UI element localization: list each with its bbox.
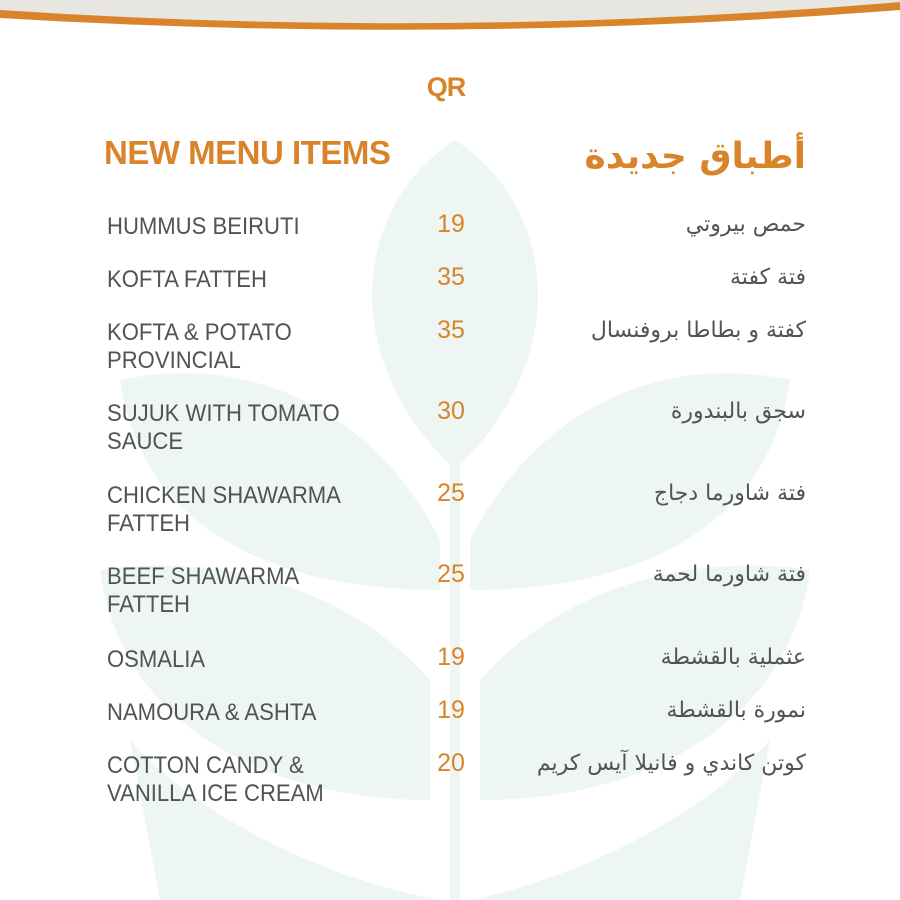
item-name-ar: كفتة و بطاطا بروفنسال: [590, 318, 806, 343]
item-price: 19: [437, 210, 465, 238]
item-name-en: NAMOURA & ASHTA: [107, 699, 317, 726]
item-price: 19: [437, 696, 465, 724]
item-name-ar: فتة شاورما دجاج: [653, 481, 806, 506]
item-name-ar: عثملية بالقشطة: [660, 645, 806, 670]
item-name-ar: نمورة بالقشطة: [666, 698, 806, 723]
item-name-en: OSMALIA: [107, 646, 206, 673]
item-price: 20: [437, 749, 465, 777]
item-name-en: CHICKEN SHAWARMA FATTEH: [107, 482, 340, 537]
food-photo-banner: [0, 0, 900, 40]
item-name-ar: فتة كفتة: [730, 265, 806, 290]
item-name-en: SUJUK WITH TOMATO SAUCE: [107, 400, 340, 455]
section-title-ar: أطباق جديدة: [584, 136, 806, 177]
item-name-en: COTTON CANDY & VANILLA ICE CREAM: [107, 752, 324, 807]
item-price: 30: [437, 397, 465, 425]
item-name-en: HUMMUS BEIRUTI: [107, 213, 300, 240]
section-title-en: NEW MENU ITEMS: [104, 134, 391, 171]
item-price: 35: [437, 263, 465, 291]
item-name-ar: كوتن كاندي و فانيلا آيس كريم: [536, 751, 806, 776]
item-name-ar: حمص بيروتي: [685, 212, 806, 237]
item-name-en: KOFTA & POTATO PROVINCIAL: [107, 319, 292, 374]
item-price: 25: [437, 560, 465, 588]
item-price: 19: [437, 643, 465, 671]
currency-label: QR: [426, 72, 466, 102]
item-name-en: BEEF SHAWARMA FATTEH: [107, 563, 298, 618]
item-name-en: KOFTA FATTEH: [107, 266, 267, 293]
item-price: 25: [437, 479, 465, 507]
item-name-ar: سجق بالبندورة: [670, 399, 806, 424]
item-name-ar: فتة شاورما لحمة: [652, 562, 806, 587]
item-price: 35: [437, 316, 465, 344]
